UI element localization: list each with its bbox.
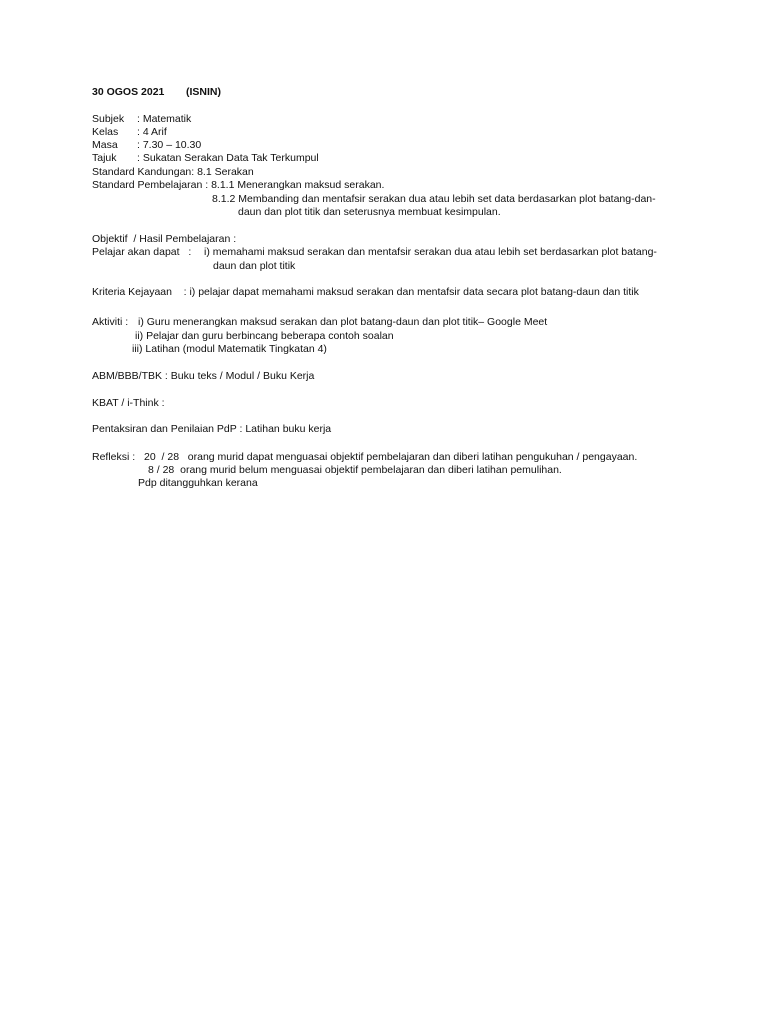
pelajar-label: Pelajar akan dapat :: [92, 246, 192, 258]
abm-line: ABM/BBB/TBK : Buku teks / Modul / Buku Kerja: [92, 370, 315, 382]
aktiviti-item-1: i) Guru menerangkan maksud serakan dan plot batang-daun dan plot titik– Google Meet: [138, 316, 548, 328]
refleksi-label: Refleksi :: [92, 451, 136, 463]
subjek-label: Subjek: [92, 113, 125, 125]
standard-pembelajaran-2a: 8.1.2 Membanding dan mentafsir serakan dua atau lebih set data berdasarkan plot batang-dan-: [212, 193, 656, 205]
objektif-item-1b: daun dan plot titik: [213, 260, 296, 272]
pentaksiran-line: Pentaksiran dan Penilaian PdP : Latihan buku kerja: [92, 423, 332, 435]
lesson-date: 30 OGOS 2021: [92, 86, 165, 98]
kbat-line: KBAT / i-Think :: [92, 397, 165, 409]
standard-kandungan: Standard Kandungan: 8.1 Serakan: [92, 166, 254, 178]
aktiviti-item-3: iii) Latihan (modul Matematik Tingkatan 4): [132, 343, 327, 355]
tajuk-label: Tajuk: [92, 152, 117, 164]
subjek-value: : Matematik: [137, 113, 192, 125]
masa-label: Masa: [92, 139, 118, 151]
refleksi-line-1: 20 / 28 orang murid dapat menguasai objektif pembelajaran dan diberi latihan pengukuhan / pengayaan.: [144, 451, 638, 463]
aktiviti-label: Aktiviti :: [92, 316, 129, 328]
refleksi-line-3: Pdp ditangguhkan kerana: [138, 477, 258, 489]
kelas-label: Kelas: [92, 126, 119, 138]
objektif-item-1a: i) memahami maksud serakan dan mentafsir serakan dua atau lebih set berdasarkan plot batang-: [204, 246, 657, 258]
refleksi-line-2: 8 / 28 orang murid belum menguasai objektif pembelajaran dan diberi latihan pemulihan.: [148, 464, 562, 476]
aktiviti-item-2: ii) Pelajar dan guru berbincang beberapa contoh soalan: [135, 330, 394, 342]
standard-pembelajaran-2b: daun dan plot titik dan seterusnya membuat kesimpulan.: [238, 206, 501, 218]
kriteria-kejayaan: Kriteria Kejayaan : i) pelajar dapat memahami maksud serakan dan mentafsir data secara plot batang-daun dan titik: [92, 286, 639, 298]
lesson-day: (ISNIN): [186, 86, 221, 98]
standard-pembelajaran-1: Standard Pembelajaran : 8.1.1 Menerangkan maksud serakan.: [92, 179, 385, 191]
masa-value: : 7.30 – 10.30: [137, 139, 202, 151]
tajuk-value: : Sukatan Serakan Data Tak Terkumpul: [137, 152, 319, 164]
objektif-heading: Objektif / Hasil Pembelajaran :: [92, 233, 237, 245]
kelas-value: : 4 Arif: [137, 126, 167, 138]
